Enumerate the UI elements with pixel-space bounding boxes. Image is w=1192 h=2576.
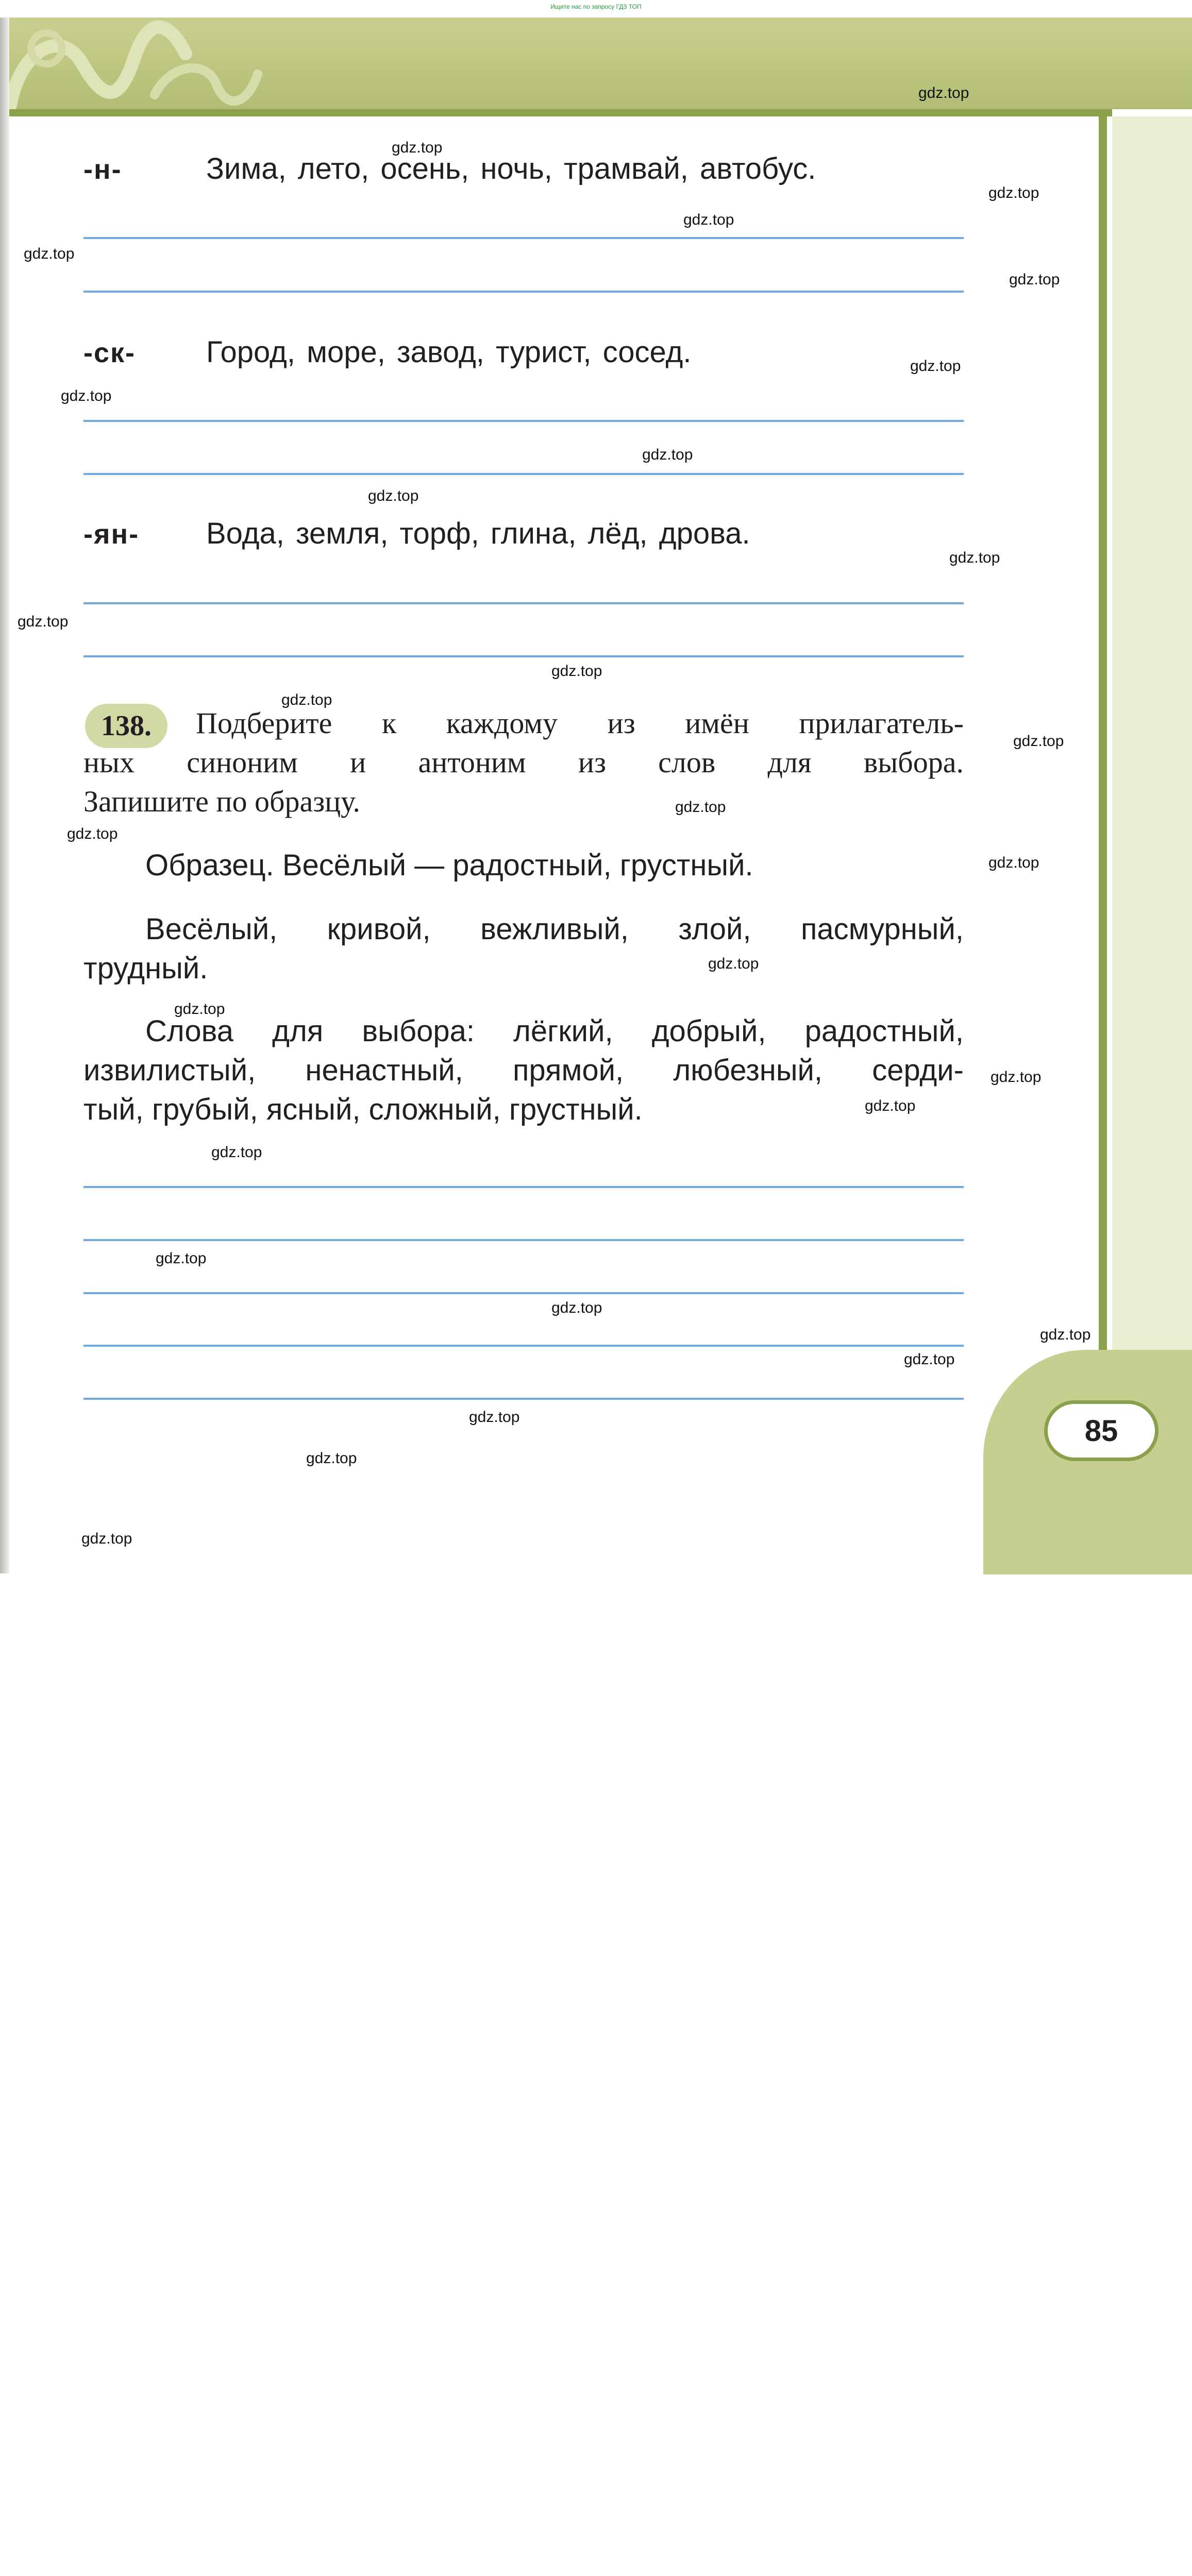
task-line: Запишите по образцу. <box>83 785 360 818</box>
watermark: gdz.top <box>910 358 961 375</box>
sample-line: Образец. Весёлый — радостный, грустный. <box>145 849 753 882</box>
page-number: 85 <box>1044 1400 1159 1461</box>
answer-line <box>83 655 964 657</box>
watermark: gdz.top <box>211 1144 262 1161</box>
watermark: gdz.top <box>67 825 118 842</box>
task-line: Подберите к каждому из имён прилагатель- <box>196 706 964 740</box>
answer-line <box>83 237 964 239</box>
bottom-strip <box>0 1574 1192 1592</box>
watermark: gdz.top <box>281 691 332 708</box>
words-line: Весёлый, кривой, вежливый, злой, пасмурный, <box>145 912 964 946</box>
header-rule <box>6 109 1112 116</box>
exercise-number: 138. <box>85 704 167 748</box>
answer-line <box>83 1239 964 1241</box>
watermark: gdz.top <box>551 663 602 680</box>
watermark: gdz.top <box>675 799 726 816</box>
watermark: gdz.top <box>24 245 75 262</box>
watermark: gdz.top <box>1040 1326 1091 1343</box>
choice-line: извилистый, ненастный, прямой, любезный, серди- <box>83 1054 964 1087</box>
watermark: gdz.top <box>949 549 1000 566</box>
watermark: gdz.top <box>904 1351 955 1368</box>
watermark: gdz.top <box>683 211 734 228</box>
answer-line <box>83 420 964 422</box>
watermark: gdz.top <box>1009 271 1060 288</box>
row-words-sk: Город, море, завод, турист, сосед. <box>206 335 692 369</box>
suffix-yan: -ян- <box>83 519 140 550</box>
watermark: gdz.top <box>918 84 969 101</box>
right-margin-rule <box>1099 116 1107 1477</box>
row-words-yan: Вода, земля, торф, глина, лёд, дрова. <box>206 517 750 550</box>
watermark: gdz.top <box>174 1001 225 1018</box>
page-spine-shadow <box>0 18 9 1573</box>
watermark: gdz.top <box>156 1250 207 1267</box>
choice-line: Слова для выбора: лёгкий, добрый, радостный, <box>145 1014 964 1048</box>
words-line: трудный. <box>83 952 208 985</box>
answer-line <box>83 1398 964 1400</box>
watermark: gdz.top <box>18 613 69 630</box>
watermark: gdz.top <box>392 139 443 156</box>
answer-line <box>83 1186 964 1188</box>
watermark: gdz.top <box>306 1450 357 1467</box>
corner-decoration <box>983 1350 1192 1574</box>
watermark: gdz.top <box>81 1530 132 1547</box>
answer-line <box>83 291 964 293</box>
watermark: gdz.top <box>990 1069 1042 1086</box>
header-ornament-icon <box>0 18 268 109</box>
watermark: gdz.top <box>865 1097 916 1114</box>
suffix-n: -н- <box>83 154 122 185</box>
watermark: gdz.top <box>1013 733 1064 750</box>
answer-line <box>83 1292 964 1294</box>
task-line: ных синоним и антоним из слов для выбора. <box>83 745 964 779</box>
watermark: gdz.top <box>368 487 419 504</box>
watermark: gdz.top <box>988 184 1039 201</box>
watermark: gdz.top <box>61 387 112 404</box>
top-strip <box>0 0 1192 18</box>
choice-line: тый, грубый, ясный, сложный, грустный. <box>83 1093 643 1126</box>
answer-line <box>83 1345 964 1347</box>
top-note: Ищите нас по запросу ГДЗ ТОП <box>550 3 642 10</box>
answer-line <box>83 473 964 475</box>
row-words-n: Зима, лето, осень, ночь, трамвай, автобус. <box>206 152 816 185</box>
answer-line <box>83 602 964 604</box>
watermark: gdz.top <box>469 1409 520 1426</box>
watermark: gdz.top <box>708 955 759 972</box>
suffix-sk: -ск- <box>83 337 136 368</box>
watermark: gdz.top <box>642 446 693 463</box>
watermark: gdz.top <box>551 1299 602 1316</box>
watermark: gdz.top <box>988 854 1039 871</box>
